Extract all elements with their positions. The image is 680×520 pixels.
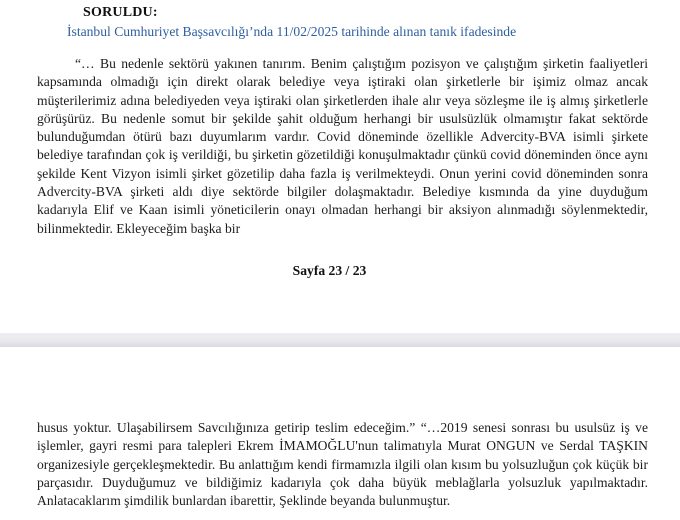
section-label-soruldu: SORULDU:: [83, 5, 158, 20]
page-divider: [0, 333, 680, 347]
statement-source-line: İstanbul Cumhuriyet Başsavcılığı’nda 11/02/2025 tarihinde alınan tanık ifadesinde: [67, 24, 517, 39]
statement-continuation-paragraph: husus yoktur. Ulaşabilirsem Savcılığınıza getirip teslim edeceğim.” “…2019 senesi sonrası bu usulsüz iş ve işlemler, gayri resmi para talepleri Ekrem İMAMOĞLU'nun talimatıyla Murat ONGUN ve Serdal TAŞKIN organizesiyle gerçekleşmektedir. Bu anlattığım kendi firmamızla ilgili olan kısım bu yolsuzluğun çok küçük bir parçasıdır. Duyduğumuz ve bildiğimiz kadarıyla çok daha büyük meblağlarla yolsuzluk yapılmaktadır. Anlatacaklarım şimdilik bunlardan ibarettir, Şeklinde beyanda bulunmuştur.: [37, 420, 648, 509]
page-number: Sayfa 23 / 23: [292, 263, 367, 278]
witness-statement-paragraph: “… Bu nedenle sektörü yakınen tanırım. Benim çalıştığım pozisyon ve çalıştığım şirketin faaliyetleri kapsamında olmadığı için direkt olarak belediye veya iştiraki olan şirketlerle bir işimiz olmaz ancak müşterilerimiz adına belediyeden veya iştiraki olan şirketlerden ihale alır veya sözleşme ile iş almış şirketlerle görüşürüz. Bu nedenle somut bir şekilde şahit olduğum herhangi bir usulsüzlük olmamıştır fakat sektörde bulunduğumdan ötürü bazı duyumlarım vardır. Covid döneminde özellikle Advercity-BVA isimli şirkete belediye tarafından çok iş verildiği, bu şirketin gözetildiği konuşulmaktadır çünkü covid döneminden önce aynı şekilde Kent Vizyon isimli şirket gözetilip daha fazla iş verilmekteydi. Onun yerini covid döneminden sonra Advercity-BVA şirketi aldı diye sektörde bilgiler dolaşmaktadır. Belediye kısmında da yine duyduğum kadarıyla Elif ve Kaan isimli yöneticilerin onayı olmadan herhangi bir aksiyon alınmadığı söylenmektedir, bilinmektedir. Ekleyeceğim başka bir: [37, 56, 648, 236]
